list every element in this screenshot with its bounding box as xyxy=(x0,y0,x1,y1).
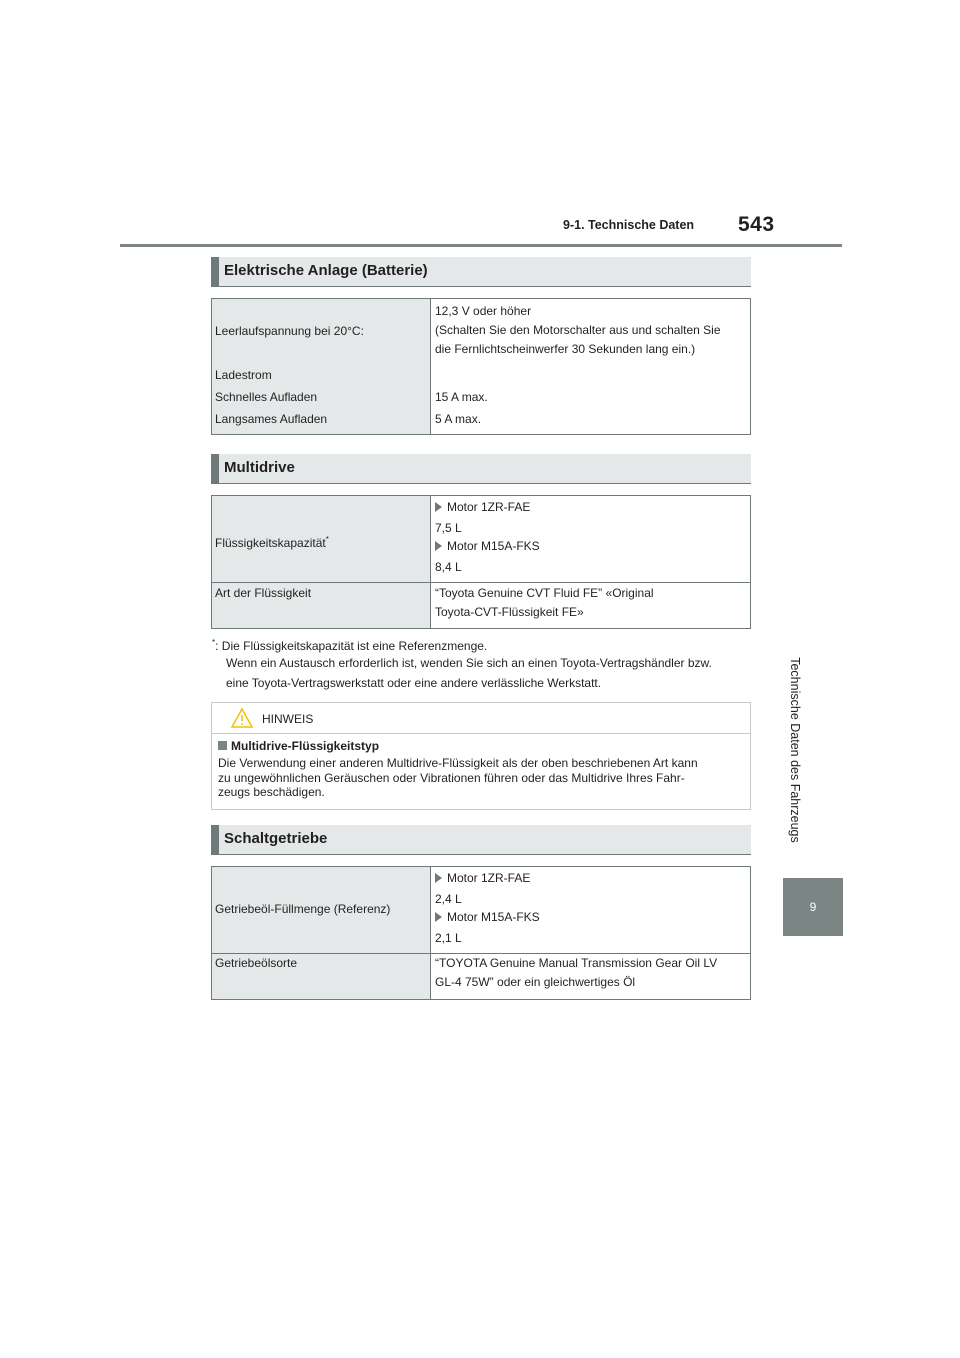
gearbox-heading-text: Schaltgetriebe xyxy=(224,830,328,847)
engine-2-value: 8,4 L xyxy=(435,560,462,574)
notice-title: Multidrive-Flüssigkeitstyp xyxy=(218,739,379,753)
fluid-value-2: Toyota-CVT-Flüssigkeit FE» xyxy=(435,605,584,619)
capacity-label: Flüssigkeitskapazität* xyxy=(215,535,329,550)
chapter-side-label xyxy=(785,630,805,870)
engine-2-row: Motor M15A-FKS xyxy=(435,539,540,553)
engine-1-value: 7,5 L xyxy=(435,521,462,535)
battery-label-cell xyxy=(212,299,431,434)
fast-charge-label: Schnelles Aufladen xyxy=(215,390,318,404)
battery-value-cell xyxy=(431,299,750,434)
voltage-label: Leerlaufspannung bei 20°C: xyxy=(215,324,364,338)
notice-line-2: zu ungewöhnlichen Geräuschen oder Vibrationen führen oder das Multidrive Ihres Fahr- xyxy=(218,770,685,785)
gearbox-heading xyxy=(211,825,751,855)
table-row xyxy=(212,299,750,434)
footnote-line-2: Wenn ein Austausch erforderlich ist, wenden Sie sich an einen Toyota-Vertragshändler bzw. xyxy=(226,656,712,670)
battery-heading xyxy=(211,257,751,287)
multidrive-table xyxy=(211,495,751,629)
header-rule xyxy=(120,244,842,247)
voltage-note-1: (Schalten Sie den Motorschalter aus und schalten Sie xyxy=(435,323,721,337)
table-row xyxy=(212,954,750,999)
engine-1-row: Motor 1ZR-FAE xyxy=(435,871,530,885)
fluid-value-1: “Toyota Genuine CVT Fluid FE” «Original xyxy=(435,586,654,600)
notice-line-3: zeugs beschädigen. xyxy=(218,785,325,799)
oil-value-1: “TOYOTA Genuine Manual Transmission Gear Oil LV xyxy=(435,956,718,970)
voltage-note-2: die Fernlichtscheinwerfer 30 Sekunden lang ein.) xyxy=(435,342,696,356)
footnote-line-1: *: Die Flüssigkeitskapazität ist eine Referenzmenge. xyxy=(212,638,488,653)
oil-label-cell xyxy=(212,954,431,999)
notice-label: HINWEIS xyxy=(262,712,314,726)
battery-heading-text: Elektrische Anlage (Batterie) xyxy=(224,262,428,279)
triangle-bullet-icon xyxy=(435,873,442,883)
battery-table xyxy=(211,298,751,435)
triangle-bullet-icon xyxy=(435,502,442,512)
chapter-tab xyxy=(783,878,843,936)
capacity-label-cell xyxy=(212,496,431,582)
notice-box xyxy=(211,702,751,810)
chapter-number: 9 xyxy=(809,900,817,914)
fast-charge-value: 15 A max. xyxy=(435,390,488,404)
notice-line-1: Die Verwendung einer anderen Multidrive-Flüssigkeit als der oben beschriebenen Art kann xyxy=(218,756,698,770)
engine-2-row: Motor M15A-FKS xyxy=(435,910,540,924)
notice-body xyxy=(218,756,746,800)
triangle-bullet-icon xyxy=(435,912,442,922)
capacity-value-cell xyxy=(431,496,750,582)
table-row xyxy=(212,496,750,583)
table-row xyxy=(212,583,750,628)
fluid-label-cell xyxy=(212,583,431,628)
oil-label: Getriebeölsorte xyxy=(215,956,298,970)
gearbox-table xyxy=(211,866,751,1000)
fill-label: Getriebeöl-Füllmenge (Referenz) xyxy=(215,902,391,916)
engine-2-value: 2,1 L xyxy=(435,931,462,945)
table-row xyxy=(212,867,750,954)
voltage-value: 12,3 V oder höher xyxy=(435,304,532,318)
chapter-label-text: Technische Daten des Fahrzeugs xyxy=(788,657,802,843)
warning-triangle-icon xyxy=(230,707,254,729)
oil-value-2: GL-4 75W” oder ein gleichwertiges Öl xyxy=(435,975,636,989)
notice-header xyxy=(212,703,750,734)
engine-1-row: Motor 1ZR-FAE xyxy=(435,500,530,514)
footnote-line-3: eine Toyota-Vertragswerkstatt oder eine andere verlässliche Werkstatt. xyxy=(226,676,602,690)
oil-value-cell xyxy=(431,954,750,999)
slow-charge-value: 5 A max. xyxy=(435,412,482,426)
square-bullet-icon xyxy=(218,741,227,750)
fill-value-cell xyxy=(431,867,750,953)
section-title: 9-1. Technische Daten xyxy=(563,218,695,232)
triangle-bullet-icon xyxy=(435,541,442,551)
fill-label-cell xyxy=(212,867,431,953)
fluid-value-cell xyxy=(431,583,750,628)
charge-label: Ladestrom xyxy=(215,368,272,382)
slow-charge-label: Langsames Aufladen xyxy=(215,412,328,426)
fluid-label: Art der Flüssigkeit xyxy=(215,586,312,600)
engine-1-value: 2,4 L xyxy=(435,892,462,906)
multidrive-heading xyxy=(211,454,751,484)
multidrive-heading-text: Multidrive xyxy=(224,459,295,476)
page-number: 543 xyxy=(738,213,775,236)
